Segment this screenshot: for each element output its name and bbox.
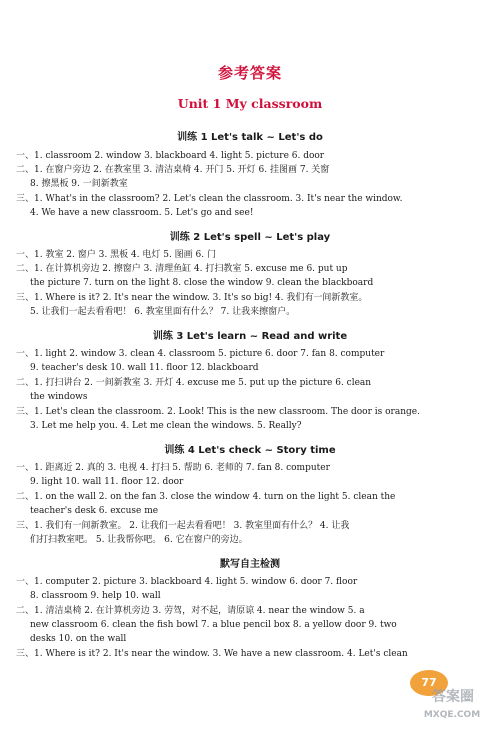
- answer-line: 4. We have a new classroom. 5. Let's go and see!: [30, 208, 254, 218]
- answer-line: 一、1. 距离近 2. 真的 3. 电视 4. 打扫 5. 帮助 6. 老师的 7. fan 8. computer: [16, 463, 330, 473]
- answer-line: desks 10. on the wall: [30, 634, 127, 644]
- answer-line: 三、1. 我们有一间新教室。 2. 让我们一起去看看吧！ 3. 教室里面有什么？ 4. 让我: [16, 521, 350, 531]
- answer-line: 8. 擦黑板 9. 一间新教室: [30, 179, 128, 189]
- section-heading-1: 训练 1 Let's talk ~ Let's do: [177, 132, 323, 143]
- answer-line: 一、1. light 2. window 3. clean 4. classroom 5. picture 6. door 7. fan 8. computer: [16, 349, 385, 359]
- answer-line: 8. classroom 9. help 10. wall: [30, 591, 161, 601]
- answer-line: teacher's desk 6. excuse me: [30, 506, 159, 516]
- answer-line: 一、1. computer 2. picture 3. blackboard 4. light 5. window 6. door 7. floor: [16, 577, 358, 587]
- answer-line: 二、1. 打扫讲台 2. 一间新教室 3. 开灯 4. excuse me 5. put up the picture 6. clean: [16, 378, 372, 388]
- answer-line: 们打扫教室吧。 5. 让我帮你吧。 6. 它在窗户的旁边。: [30, 535, 248, 545]
- section-heading-5: 默写自主检测: [220, 559, 280, 570]
- answer-line: the windows: [30, 392, 88, 402]
- page-title: 参考答案: [217, 64, 282, 82]
- answer-line: 三、1. Where is it? 2. It's near the window. 3. We have a new classroom. 4. Let's clean: [16, 649, 408, 659]
- answer-line: 二、1. 在窗户旁边 2. 在教室里 3. 清洁桌椅 4. 开门 5. 开灯 6. 挂图画 7. 关窗: [16, 165, 330, 175]
- answer-line: 二、1. 清洁桌椅 2. 在计算机旁边 3. 劳驾，对不起，请原谅 4. near the window 5. a: [16, 606, 365, 616]
- answer-line: 二、1. 在计算机旁边 2. 擦窗户 3. 清理鱼缸 4. 打扫教室 5. excuse me 6. put up: [16, 264, 348, 274]
- answer-line: the picture 7. turn on the light 8. close the window 9. clean the blackboard: [30, 278, 374, 288]
- answer-line: 9. teacher's desk 10. wall 11. floor 12. blackboard: [30, 363, 259, 373]
- watermark-url: MXQE.COM: [423, 710, 481, 720]
- section-heading-3: 训练 3 Let's learn ~ Read and write: [152, 331, 348, 342]
- answer-line: 一、1. classroom 2. window 3. blackboard 4. light 5. picture 6. door: [16, 151, 325, 161]
- unit-title: Unit 1 My classroom: [177, 96, 323, 111]
- answer-line: 三、1. Where is it? 2. It's near the window. 3. It's so big! 4. 我们有一间新教室。: [16, 293, 368, 303]
- answer-line: 三、1. What's in the classroom? 2. Let's clean the classroom. 3. It's near the window.: [16, 194, 403, 204]
- section-heading-2: 训练 2 Let's spell ~ Let's play: [169, 232, 331, 243]
- page-number-badge: 77: [410, 670, 448, 696]
- watermark-logo: 答案圈: [432, 689, 474, 705]
- answer-line: new classroom 6. clean the fish bowl 7. a blue pencil box 8. a yellow door 9. two: [30, 620, 397, 630]
- answer-line: 3. Let me help you. 4. Let me clean the windows. 5. Really?: [30, 421, 302, 431]
- answer-line: 三、1. Let's clean the classroom. 2. Look! This is the new classroom. The door is orange.: [16, 407, 420, 417]
- answer-line: 二、1. on the wall 2. on the fan 3. close the window 4. turn on the light 5. clean the: [16, 492, 396, 502]
- answer-line: 5. 让我们一起去看看吧！ 6. 教室里面有什么？ 7. 让我来擦窗户。: [30, 307, 296, 317]
- answer-line: 9. light 10. wall 11. floor 12. door: [30, 477, 184, 487]
- section-heading-4: 训练 4 Let's check ~ Story time: [164, 445, 336, 456]
- answer-line: 一、1. 教室 2. 窗户 3. 黑板 4. 电灯 5. 图画 6. 门: [16, 250, 216, 260]
